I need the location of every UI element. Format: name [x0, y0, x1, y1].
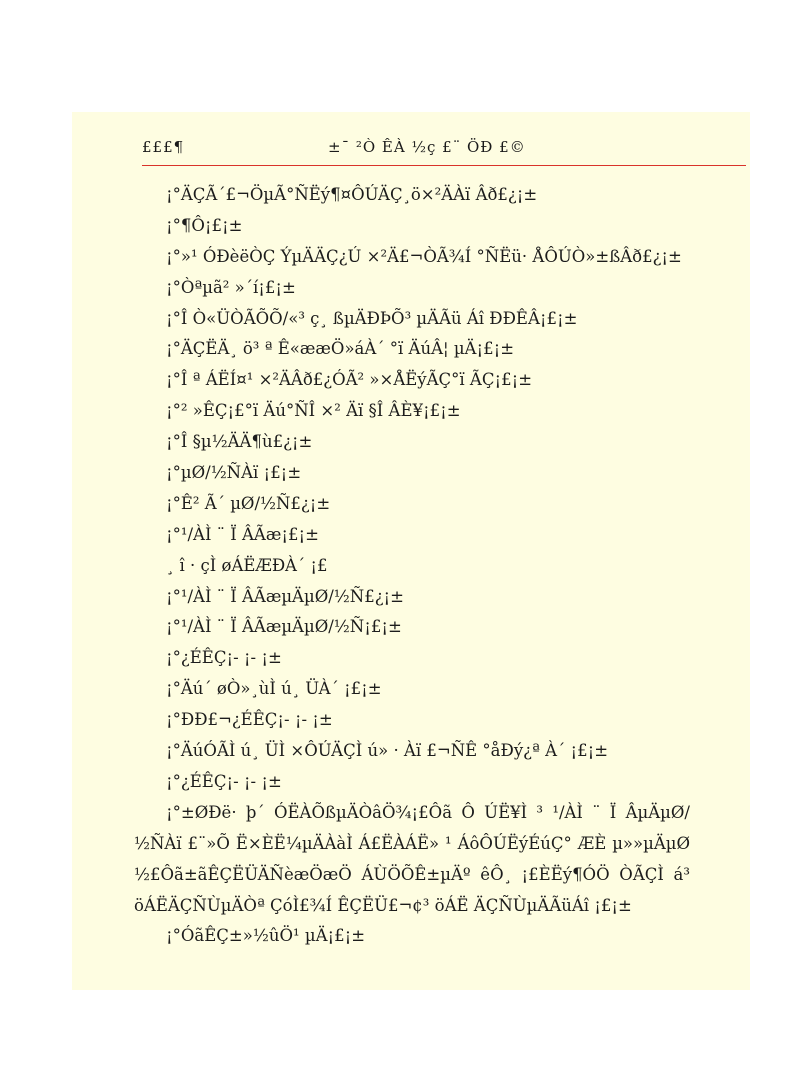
- page-number: £££¶: [142, 138, 185, 156]
- dialogue-line: ¡°ÄÇÃ´£¬ÖµÃ°ÑËý¶¤ÔÚÄÇ¸ö×²ÄÀï Âð£¿¡±: [166, 185, 538, 204]
- dialogue-line: ¡°¹/ÀÌ ¨ Ï ÂÃæµÄµØ/½Ñ¡£¡±: [166, 617, 402, 637]
- dialogue-line: ¡°ÄúÓÃÌ ú¸ ÜÌ ×ÔÚÄÇÌ ú» · Àï £¬ÑÊ °åÐý¿ª À´ ¡£¡±: [166, 741, 609, 761]
- header-rule: [142, 165, 746, 166]
- body-paragraph: ¡°±ØÐë· þ´ ÓËÀÕßµÄÒâÖ¾¡£Ôã Ô ÚË¥Ì ³ ¹/ÀÌ ¨ Ï ÂµÄµØ/½ÑÀï £¨»Õ Ë×ÈË¼µÄÀàÌ Á£ËÀÁË» ¹ ÁôÔÚËýÉúÇ° ÆÈ µ»»µÄµØ ½£Ôã±ãÊÇËÜÄÑèæÖæÖ ÁÙÖÕÊ±µÄº êÔ¸ ¡£ÈËý¶ÓÖ ÒÃÇÌ á³ öÁËÄÇÑÙµÄÒª ÇóÌ£¾Í ÊÇËÜ£¬¢³ öÁË ÄÇÑÙµÄÃüÁî ¡£¡±: [134, 802, 690, 915]
- dialogue-line: ¡°»¹ ÓÐèëÒÇ ÝµÄÄÇ¿Ú ×²Ä£¬ÒÃ¾Í °ÑËü· ÅÔÚÒ»±ßÂð£¿¡±: [166, 246, 682, 266]
- dialogue-line: ¡°¿ÉÊÇ¡- ¡- ¡±: [166, 648, 282, 668]
- dialogue-line: ¡°ÓãÊÇ±»½ûÖ¹ µÄ¡£¡±: [166, 926, 366, 946]
- dialogue-line: ¡°ÄÇËÄ¸ ö³ ª Ê«ææÖ»áÀ´ °ï ÄúÂ¦ µÄ¡£¡±: [166, 339, 515, 359]
- dialogue-line: ¡°¿ÉÊÇ¡- ¡- ¡±: [166, 771, 282, 791]
- dialogue-line: ¡°Î §µ½ÄÄ¶ù£¿¡±: [166, 432, 313, 452]
- dialogue-line: ¡°² »ÊÇ¡£°ï Äú°ÑÎ ×² Äï §Î ÂÈ¥¡£¡±: [166, 401, 461, 421]
- page-body: [134, 180, 690, 952]
- dialogue-line: ¡°Î ª ÁËÍ¤¹ ×²ÄÂð£¿ÓÃ² »×ÅËýÃÇ°ï ÃÇ¡£¡±: [166, 370, 533, 390]
- dialogue-line: ¡°µØ/½ÑÀï ¡£¡±: [166, 463, 302, 483]
- dialogue-line: ¡°Äú´ øÒ»¸ùÌ ú¸ ÜÀ´ ¡£¡±: [166, 679, 382, 699]
- document-page: [72, 112, 750, 990]
- running-title: ±¯ ²Ò ÊÀ ½ç £¨ ÖÐ £©: [328, 138, 526, 156]
- dialogue-line: ¡°Òªµã² »´í¡£¡±: [166, 277, 296, 297]
- page-header: [142, 134, 746, 160]
- dialogue-line: ¡°Ê² Ã´ µØ/½Ñ£¿¡±: [166, 493, 331, 513]
- dialogue-line: ¡°¶Ô¡£¡±: [166, 215, 243, 235]
- dialogue-line: ¡°Î Ò«ÜÒÃÕÕ/«³ ç¸ ßµÄÐÞÕ³ µÄÃü Áî ÐÐÊÂ¡£¡±: [166, 308, 578, 328]
- dialogue-line: ¡°¹/ÀÌ ¨ Ï ÂÃæµÄµØ/½Ñ£¿¡±: [166, 586, 405, 606]
- dialogue-line: ¡°ÐÐ£¬¿ÉÊÇ¡- ¡- ¡±: [166, 710, 333, 730]
- dialogue-line: ¡°¹/ÀÌ ¨ Ï ÂÃæ¡£¡±: [166, 524, 319, 544]
- narration-line: ¸ î · çÌ øÁËÆÐÀ´ ¡£: [166, 555, 328, 575]
